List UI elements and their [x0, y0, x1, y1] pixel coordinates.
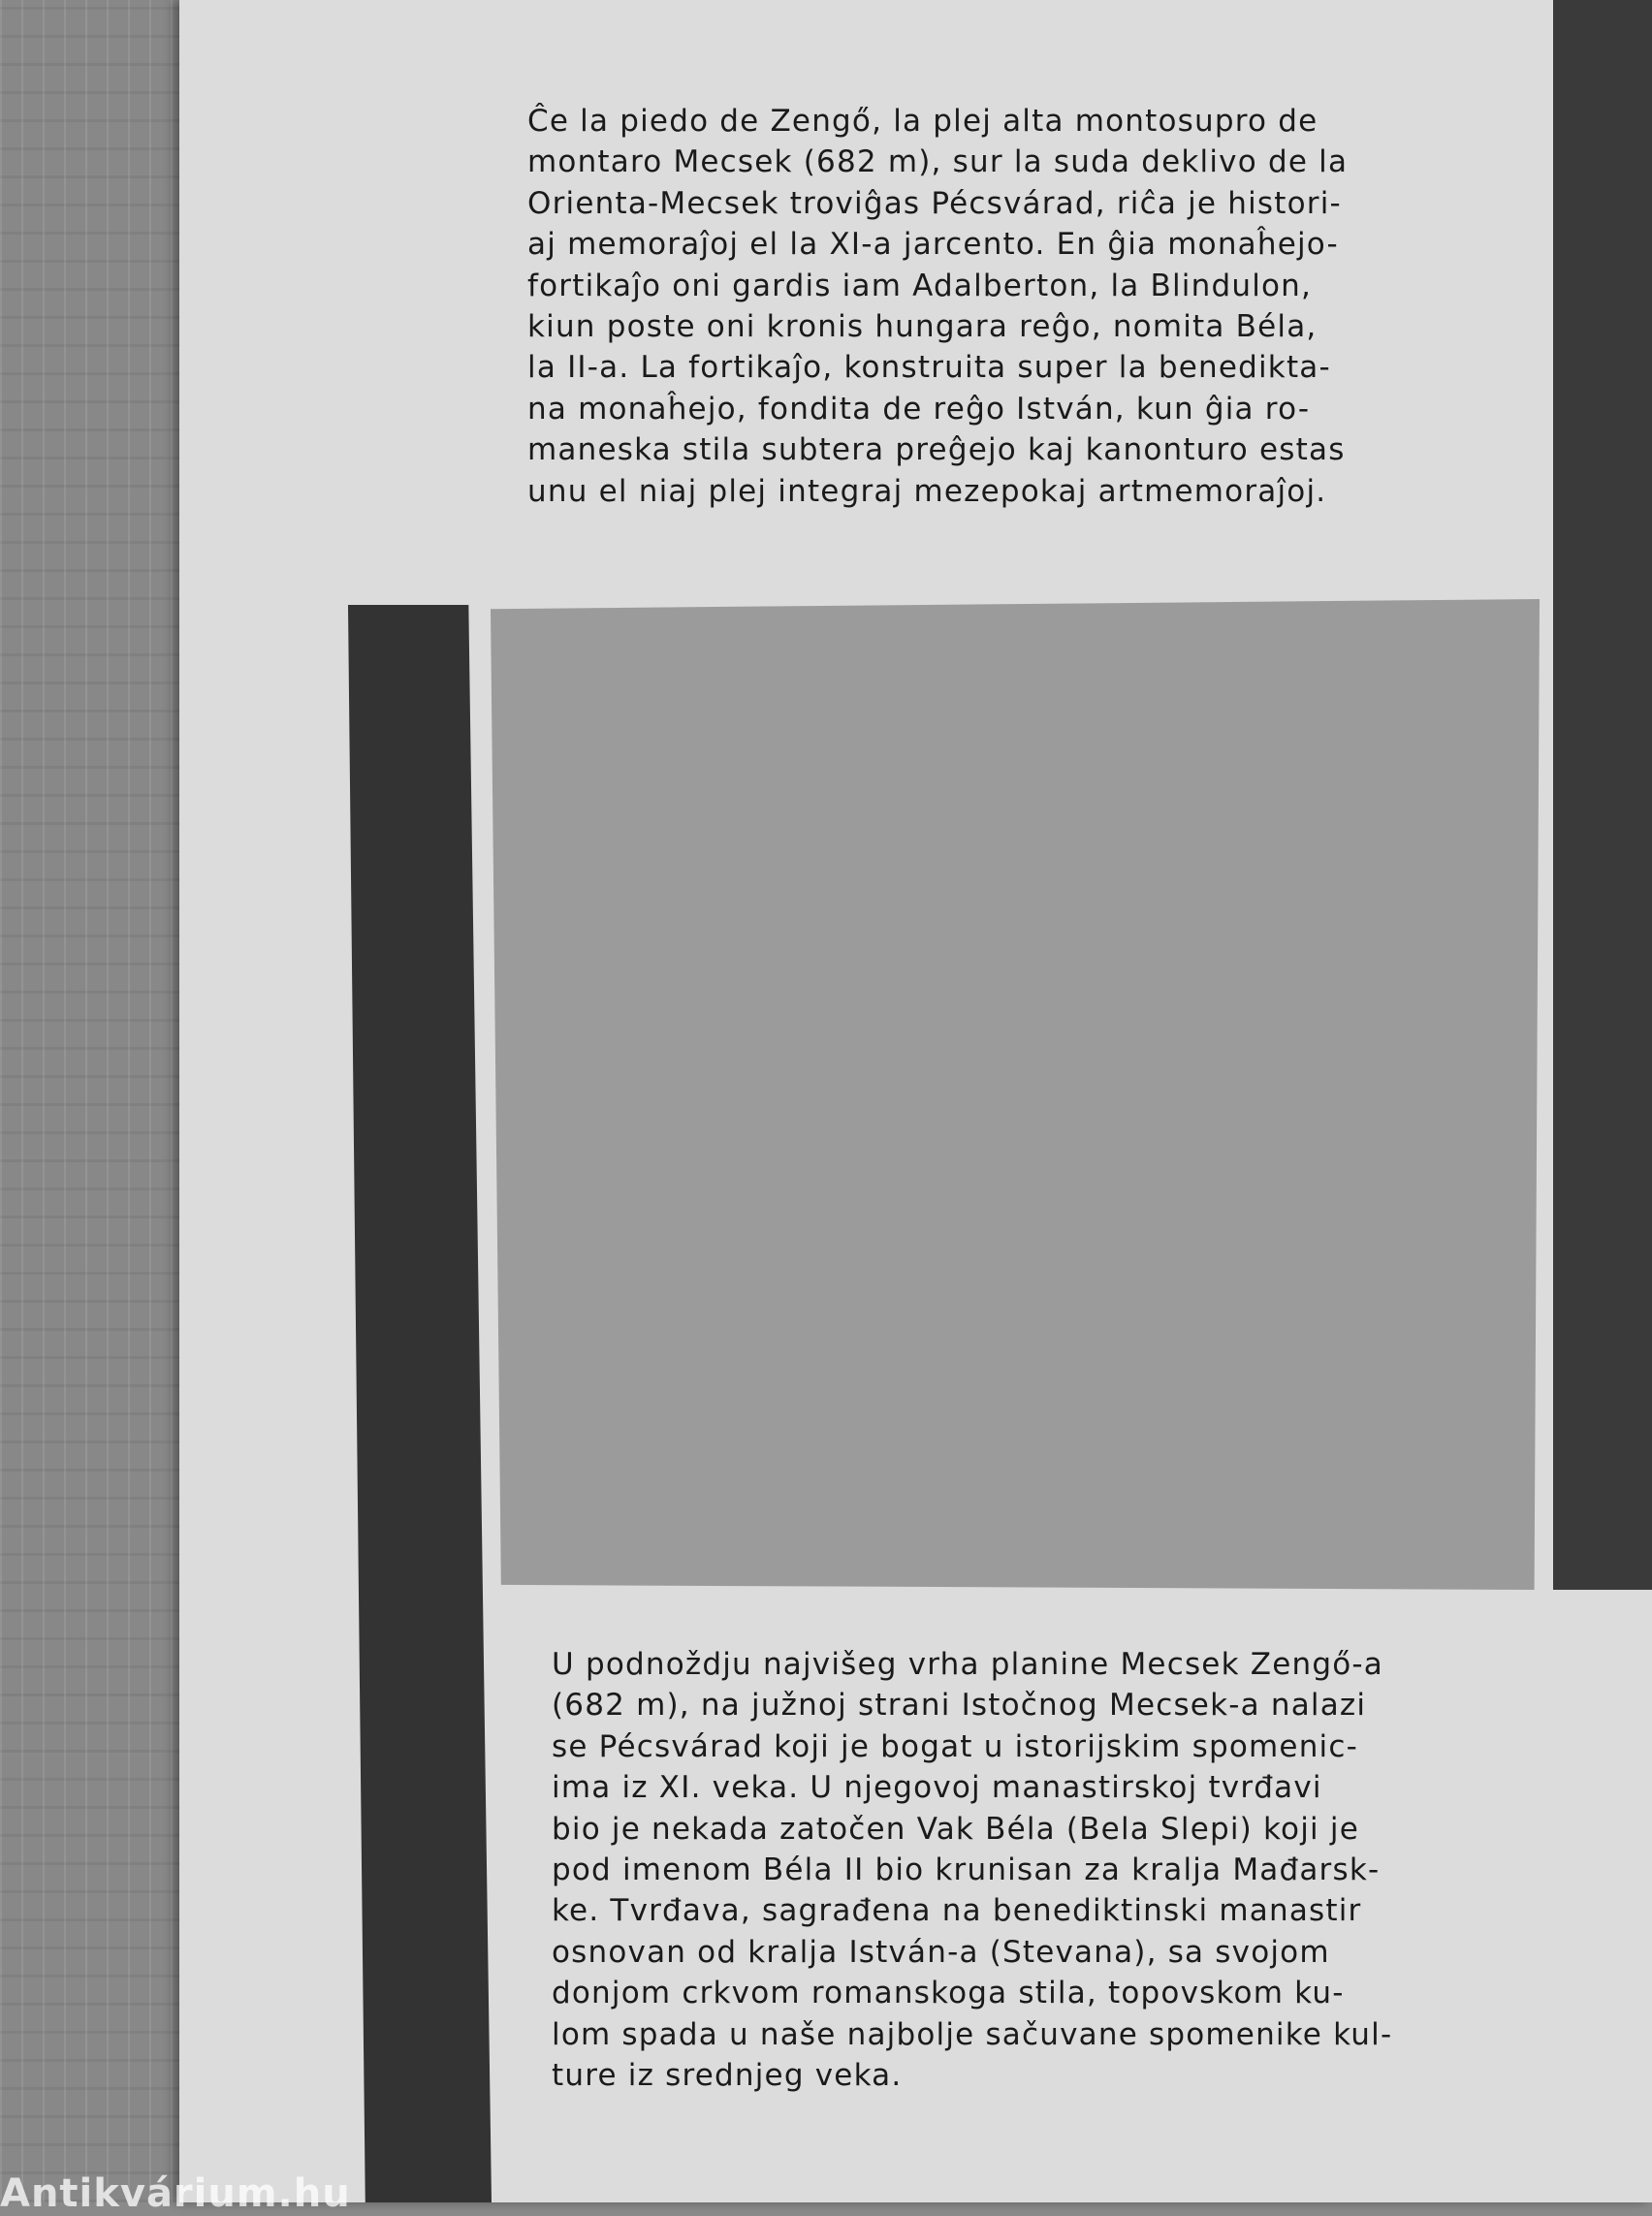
right-dark-bar: [1553, 0, 1652, 1590]
esperanto-paragraph: [527, 101, 1458, 512]
text-line: donjom crkvom romanskoga stila, topovskom ku-: [552, 1976, 1345, 2011]
text-line: Ĉe la piedo de Zengő, la plej alta montosupro de: [527, 104, 1318, 139]
serbian-paragraph: [552, 1644, 1480, 2096]
text-line: fortikaĵo oni gardis iam Adalberton, la Blindulon,: [527, 268, 1313, 303]
left-dark-bar: [348, 605, 492, 2202]
text-line: pod imenom Béla II bio krunisan za kralja Mađarsk-: [552, 1852, 1381, 1888]
text-line: Orienta-Mecsek troviĝas Pécsvárad, riĉa je histori-: [527, 185, 1342, 221]
text-line: montaro Mecsek (682 m), sur la suda deklivo de la: [527, 144, 1349, 180]
text-line: unu el niaj plej integraj mezepokaj artmemoraĵoj.: [527, 473, 1327, 509]
photo-placeholder: [491, 599, 1540, 1590]
text-line: ture iz srednjeg veka.: [552, 2058, 903, 2094]
text-line: na monaĥejo, fondita de reĝo István, kun ĝia ro-: [527, 391, 1311, 427]
text-line: maneska stila subtera preĝejo kaj kanonturo estas: [527, 432, 1346, 468]
text-line: kiun poste oni kronis hungara reĝo, nomita Béla,: [527, 309, 1318, 345]
text-line: se Pécsvárad koji je bogat u istorijskim spomenic-: [552, 1728, 1358, 1764]
text-line: osnovan od kralja István-a (Stevana), sa svojom: [552, 1934, 1330, 1970]
text-line: U podnoždju najvišeg vrha planine Mecsek Zengő-a: [552, 1647, 1383, 1682]
text-line: la II-a. La fortikaĵo, konstruita super la benedikta-: [527, 350, 1331, 386]
text-line: ke. Tvrđava, sagrađena na benediktinski manastir: [552, 1893, 1362, 1929]
text-line: bio je nekada zatočen Vak Béla (Bela Slepi) koji je: [552, 1811, 1359, 1847]
watermark-text: Antikvárium.hu: [0, 2171, 351, 2216]
text-line: (682 m), na južnoj strani Istočnog Mecsek-a nalazi: [552, 1688, 1367, 1724]
text-line: aj memoraĵoj el la XI-a jarcento. En ĝia monaĥejo-: [527, 227, 1339, 263]
text-line: lom spada u naše najbolje sačuvane spomenike kul-: [552, 2016, 1393, 2052]
text-line: ima iz XI. veka. U njegovoj manastirskoj tvrđavi: [552, 1770, 1322, 1806]
